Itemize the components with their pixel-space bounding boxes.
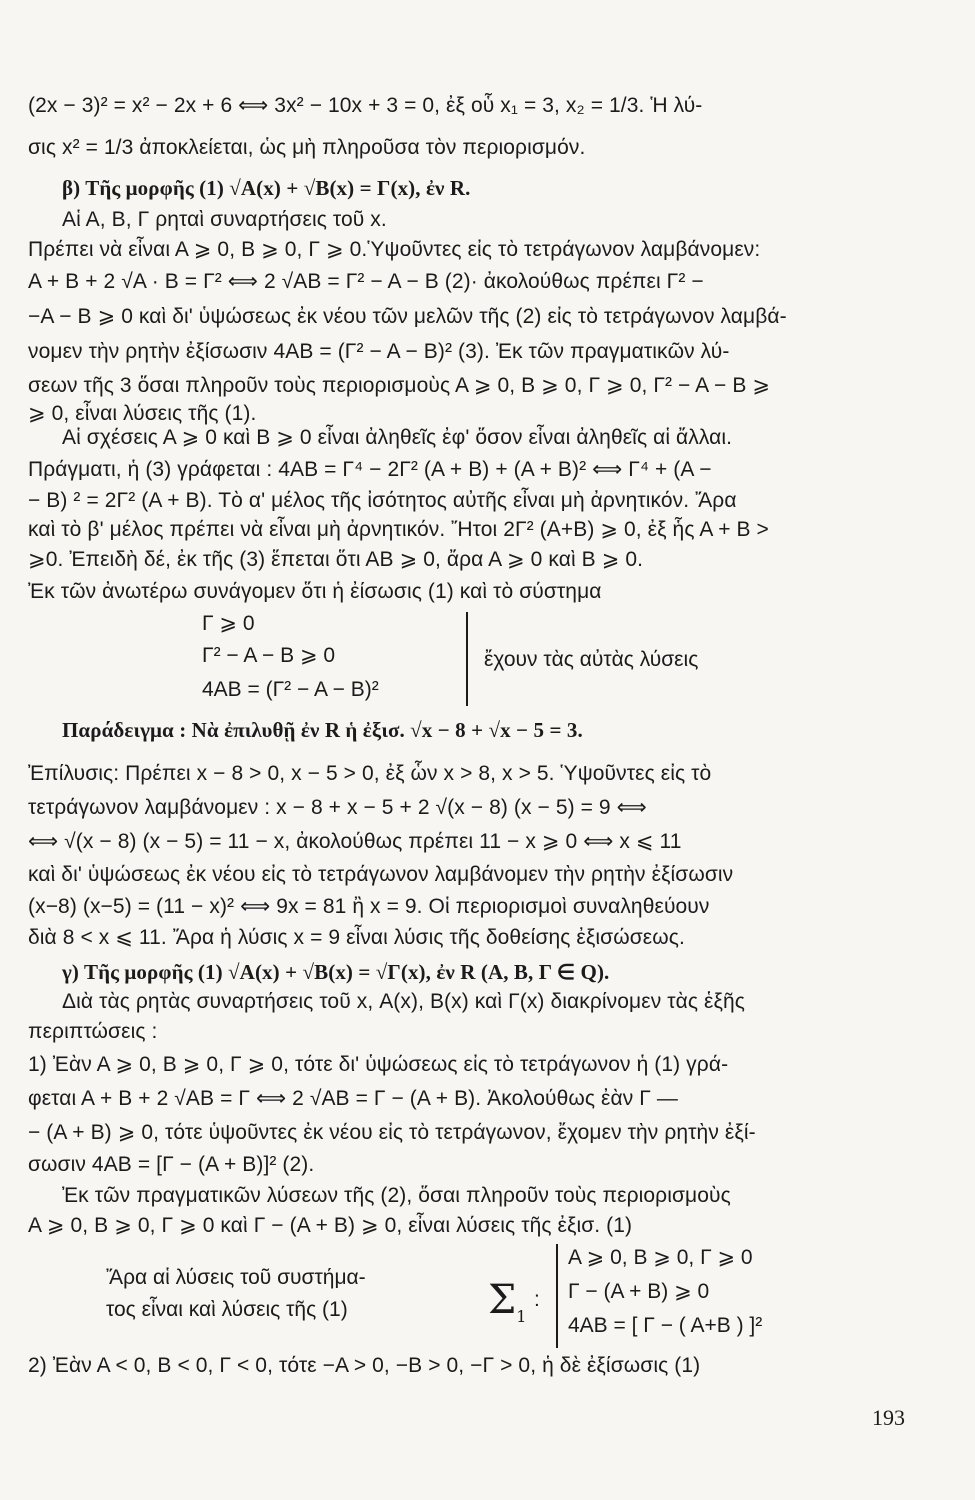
- text-line: (2x − 3)² = x² − 2x + 6 ⟺ 3x² − 10x + 3 = 0, ἐξ οὗ x₁ = 3, x₂ = 1/3. Ἡ λύ-: [28, 94, 703, 117]
- text-line: καὶ τὸ β' μέλος πρέπει νὰ εἶναι μὴ ἀρνητικόν. Ἤτοι 2Γ² (Α+Β) ⩾ 0, ἐξ ἧς Α + Β >: [28, 518, 769, 541]
- text-line: ⩾ 0, εἶναι λύσεις τῆς (1).: [28, 402, 257, 425]
- system-side-text: ἔχουν τὰς αὐτὰς λύσεις: [484, 648, 699, 671]
- section-heading-gamma: γ) Τῆς μορφῆς (1) √A(x) + √B(x) = √Γ(x), ἐν R (A, B, Γ ∈ Q).: [62, 960, 610, 984]
- text-line: Α + Β + 2 √Α · Β = Γ² ⟺ 2 √ΑΒ = Γ² − Α − Β (2)· ἀκολούθως πρέπει Γ² −: [28, 270, 704, 293]
- text-line: νομεν τὴν ρητὴν ἐξίσωσιν 4ΑΒ = (Γ² − Α − Β)² (3). Ἐκ τῶν πραγματικῶν λύ-: [28, 340, 730, 363]
- system-row: Γ² − Α − Β ⩾ 0: [202, 644, 336, 667]
- text-line: Πρέπει νὰ εἶναι Α ⩾ 0, Β ⩾ 0, Γ ⩾ 0.Ὑψοῦντες εἰς τὸ τετράγωνον λαμβάνομεν:: [28, 238, 761, 261]
- text-line: τετράγωνον λαμβάνομεν : x − 8 + x − 5 + 2 √(x − 8) (x − 5) = 9 ⟺: [28, 796, 647, 819]
- text-line: 2) Ἐὰν Α < 0, Β < 0, Γ < 0, τότε −Α > 0, −Β > 0, −Γ > 0, ἡ δὲ ἐξίσωσις (1): [28, 1354, 701, 1377]
- text-line: − (Α + Β) ⩾ 0, τότε ὑψοῦντες ἐκ νέου εἰς τὸ τετράγωνον, ἔχομεν τὴν ρητὴν ἐξί-: [28, 1121, 756, 1144]
- example-heading: Παράδειγμα : Νὰ ἐπιλυθῇ ἐν R ἡ ἐξισ. √x − 8 + √x − 5 = 3.: [62, 718, 583, 742]
- text-line: φεται Α + Β + 2 √ΑΒ = Γ ⟺ 2 √ΑΒ = Γ − (Α + Β). Ἀκολούθως ἐὰν Γ —: [28, 1087, 678, 1110]
- system-row: Γ ⩾ 0: [202, 612, 255, 635]
- text-line: Αἱ Α, Β, Γ ρηταὶ συναρτήσεις τοῦ x.: [62, 208, 387, 231]
- system-left-text: τος εἶναι καὶ λύσεις τῆς (1): [106, 1298, 348, 1321]
- text-line: Πράγματι, ἡ (3) γράφεται : 4ΑΒ = Γ⁴ − 2Γ² (Α + Β) + (Α + Β)² ⟺ Γ⁴ + (Α −: [28, 458, 712, 481]
- text-line: διὰ 8 < x ⩽ 11. Ἄρα ἡ λύσις x = 9 εἶναι λύσις τῆς δοθείσης ἐξισώσεως.: [28, 926, 685, 949]
- text-line: σωσιν 4ΑΒ = [Γ − (Α + Β)]² (2).: [28, 1153, 315, 1176]
- text-line: σις x² = 1/3 ἀποκλείεται, ὡς μὴ πληροῦσα τὸν περιορισμόν.: [28, 136, 586, 159]
- text-line: − Β) ² = 2Γ² (Α + Β). Τὸ α' μέλος τῆς ἰσότητος αὐτῆς εἶναι μὴ ἀρνητικόν. Ἄρα: [28, 489, 737, 512]
- system-row: Α ⩾ 0, Β ⩾ 0, Γ ⩾ 0: [568, 1246, 753, 1269]
- text-line: 1) Ἐὰν Α ⩾ 0, Β ⩾ 0, Γ ⩾ 0, τότε δι' ὑψώσεως εἰς τὸ τετράγωνον ἡ (1) γρά-: [28, 1053, 729, 1076]
- system-row: 4ΑΒ = (Γ² − Α − Β)²: [202, 678, 379, 701]
- system-row: 4ΑΒ = [ Γ − ( Α+Β ) ]²: [568, 1314, 763, 1337]
- text-line: ⟺ √(x − 8) (x − 5) = 11 − x, ἀκολούθως πρέπει 11 − x ⩾ 0 ⟺ x ⩽ 11: [28, 830, 682, 853]
- system-bar: [556, 1244, 558, 1348]
- text-line: Ἐπίλυσις: Πρέπει x − 8 > 0, x − 5 > 0, ἐξ ὧν x > 8, x > 5. Ὑψοῦντες εἰς τὸ: [28, 762, 712, 785]
- page-number: 193: [872, 1405, 905, 1430]
- text-line: καὶ δι' ὑψώσεως ἐκ νέου εἰς τὸ τετράγωνον λαμβάνομεν τὴν ρητὴν ἐξίσωσιν: [28, 863, 734, 886]
- text-line: Αἱ σχέσεις Α ⩾ 0 καὶ Β ⩾ 0 εἶναι ἀληθεῖς ἐφ' ὅσον εἶναι ἀληθεῖς αἱ ἄλλαι.: [62, 426, 733, 449]
- text-line: −Α − Β ⩾ 0 καὶ δι' ὑψώσεως ἐκ νέου τῶν μελῶν τῆς (2) εἰς τὸ τετράγωνον λαμβά-: [28, 305, 787, 328]
- text-line: Διὰ τὰς ρητὰς συναρτήσεις τοῦ x, Α(x), Β(x) καὶ Γ(x) διακρίνομεν τὰς ἑξῆς: [62, 990, 745, 1013]
- example-line: [62, 716, 942, 745]
- text-line: σεων τῆς 3 ὅσαι πληροῦν τοὺς περιορισμοὺς Α ⩾ 0, Β ⩾ 0, Γ ⩾ 0, Γ² − Α − Β ⩾: [28, 374, 771, 397]
- text-line: περιπτώσεις :: [28, 1020, 158, 1043]
- sigma-symbol: [488, 1277, 527, 1337]
- text-line: Ἐκ τῶν πραγματικῶν λύσεων τῆς (2), ὅσαι πληροῦν τοὺς περιορισμοὺς: [62, 1184, 731, 1207]
- text-line: ⩾0. Ἐπειδὴ δέ, ἐκ τῆς (3) ἕπεται ὅτι ΑΒ ⩾ 0, ἄρα Α ⩾ 0 καὶ Β ⩾ 0.: [28, 548, 644, 571]
- text-line: Α ⩾ 0, Β ⩾ 0, Γ ⩾ 0 καὶ Γ − (Α + Β) ⩾ 0, εἶναι λύσεις τῆς ἐξισ. (1): [28, 1214, 633, 1237]
- system-bar: [466, 612, 468, 706]
- system-row: Γ − (Α + Β) ⩾ 0: [568, 1280, 710, 1303]
- system-colon: :: [534, 1288, 540, 1311]
- text-line: Ἐκ τῶν ἀνωτέρω συνάγομεν ὅτι ἡ ἐίσωσις (1) καὶ τὸ σύστημα: [28, 580, 602, 603]
- sigma-glyph: Σ: [488, 1277, 517, 1323]
- section-heading-beta: β) Τῆς μορφῆς (1) √A(x) + √B(x) = Γ(x), ἐν R.: [62, 176, 471, 200]
- system-left-text: Ἄρα αἱ λύσεις τοῦ συστήμα-: [106, 1266, 366, 1289]
- text-line: (x−8) (x−5) = (11 − x)² ⟺ 9x = 81 ἢ x = 9. Οἱ περιορισμοὶ συναληθεύουν: [28, 895, 710, 918]
- sigma-subscript: 1: [516, 1307, 527, 1326]
